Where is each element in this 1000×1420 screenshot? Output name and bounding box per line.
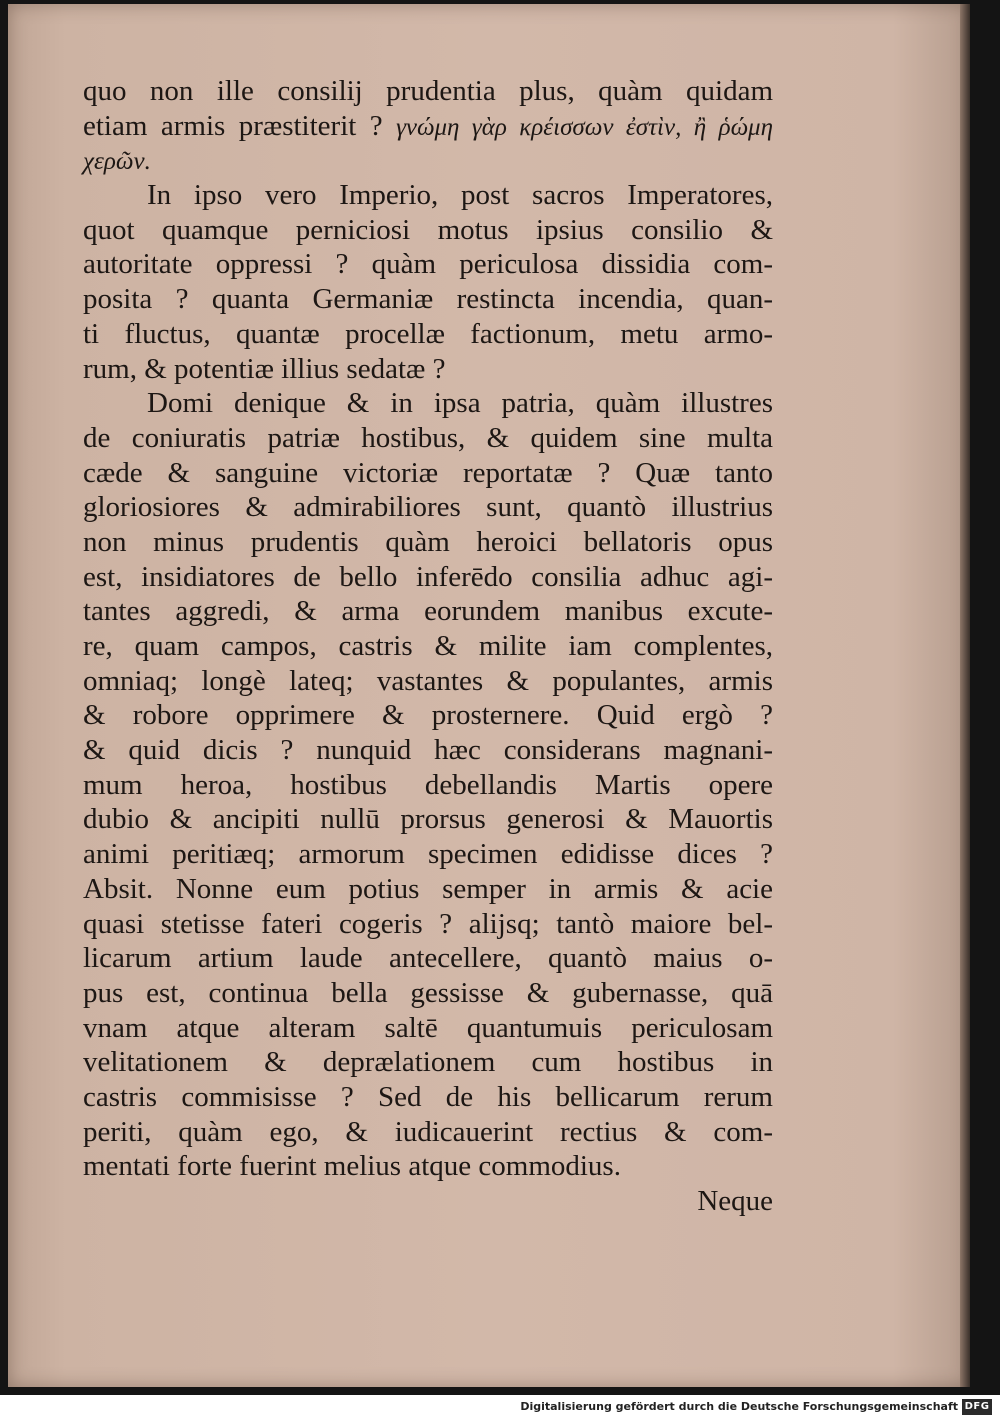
text-line: est, insidiatores de bello inferēdo consilia adhuc agi- xyxy=(83,560,773,593)
text-line: ti fluctus, quantæ procellæ factionum, metu armo- xyxy=(83,317,773,350)
text-line: Domi denique & in ipsa patria, quàm illustres xyxy=(147,387,773,420)
text-line: cæde & sanguine victoriæ reportatæ ? Quæ tanto xyxy=(83,456,773,489)
text-line: & quid dicis ? nunquid hæc considerans magnani- xyxy=(83,734,773,767)
text-line: In ipso vero Imperio, post sacros Imperatores, xyxy=(147,179,773,212)
text-line: quo non ille consilij prudentia plus, quàm quidam xyxy=(83,75,773,107)
text-line: χερῶν. xyxy=(83,148,151,176)
page-edge-shadow xyxy=(960,4,970,1387)
footer-bar xyxy=(0,1395,1000,1420)
text-line: non minus prudentis quàm heroici bellatoris opus xyxy=(83,525,773,558)
text-line: velitationem & deprælationem cum hostibus in xyxy=(83,1046,773,1079)
text-line: rum, & potentiæ illius sedatæ ? xyxy=(83,352,446,385)
text-line: autoritate oppressi ? quàm periculosa dissidia com- xyxy=(83,248,773,281)
text-line: omniaq; longè lateq; vastantes & populantes, armis xyxy=(83,664,773,697)
text-line: quasi stetisse fateri cogeris ? alijsq; tantò maiore bel- xyxy=(83,907,773,940)
text-line: tantes aggredi, & arma eorundem manibus excute- xyxy=(83,595,773,628)
text-line: re, quam campos, castris & milite iam complentes, xyxy=(83,630,773,662)
text-line: & robore opprimere & prosternere. Quid ergò ? xyxy=(83,699,773,732)
text-line: Absit. Nonne eum potius semper in armis & acie xyxy=(83,872,773,905)
funding-credit: Digitalisierung gefördert durch die Deutsche Forschungsgemeinschaft xyxy=(520,1400,958,1413)
text-line: castris commisisse ? Sed de his bellicarum rerum xyxy=(83,1080,773,1113)
text-line: mum heroa, hostibus debellandis Martis opere xyxy=(83,768,773,801)
page-text xyxy=(83,74,773,1219)
text-line: periti, quàm ego, & iudicauerint rectius & com- xyxy=(83,1115,773,1148)
catchword: Neque xyxy=(697,1185,773,1217)
text-line: dubio & ancipiti nullū prorsus generosi & Mauortis xyxy=(83,803,773,836)
text-line: posita ? quanta Germaniæ restincta incendia, quan- xyxy=(83,283,773,316)
book-page xyxy=(8,4,970,1387)
text-line: de coniuratis patriæ hostibus, & quidem sine multa xyxy=(83,421,773,454)
text-line: licarum artium laude antecellere, quantò maius o- xyxy=(83,942,773,975)
dfg-logo: DFG xyxy=(962,1399,992,1415)
text-line: gloriosiores & admirabiliores sunt, quantò illustrius xyxy=(83,491,773,524)
text-line: pus est, continua bella gessisse & gubernasse, quā xyxy=(83,976,773,1009)
text-line: mentati forte fuerint melius atque commodius. xyxy=(83,1150,621,1183)
greek-phrase: γνώμη γὰρ κρέισσων ἐστὶν, ἢ ῥώμη xyxy=(396,113,773,141)
text-line: vnam atque alteram saltē quantumuis periculosam xyxy=(83,1011,773,1044)
text-line: animi peritiæq; armorum specimen edidisse dices ? xyxy=(83,838,773,871)
text-line: quot quamque perniciosi motus ipsius consilio & xyxy=(83,213,773,246)
text-line: etiam armis præstiterit ? γνώμη γὰρ κρέισσων ἐστὶν, ἢ ῥώμη xyxy=(83,109,773,142)
